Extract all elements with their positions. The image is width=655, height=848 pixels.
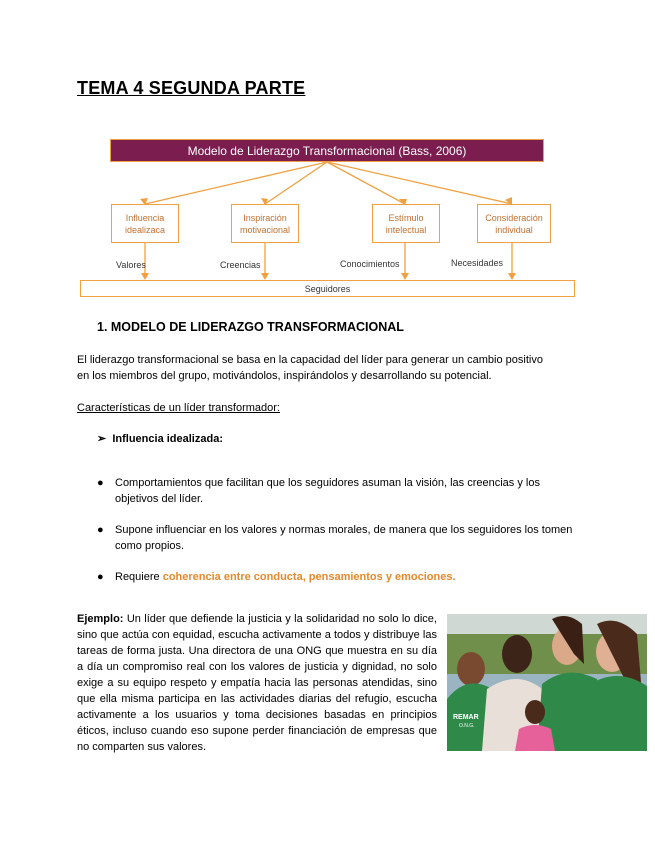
arrow-icon: ➢: [97, 433, 107, 445]
box-line: individual: [495, 224, 533, 235]
characteristics-heading: Características de un líder transformador:: [77, 402, 280, 414]
bullet-icon: ●: [97, 477, 104, 489]
example-label: Ejemplo:: [77, 613, 124, 625]
example-paragraph: [77, 611, 437, 755]
subheading: [97, 432, 223, 445]
section-heading: 1. MODELO DE LIDERAZGO TRANSFORMACIONAL: [97, 320, 404, 334]
box-line: Consideración: [485, 212, 543, 223]
bullet-text: Supone influenciar en los valores y normas morales, de manera que los seguidores los tomen como propios.: [115, 524, 573, 552]
remar-logo-sub: O.N.G.: [459, 723, 475, 729]
box-line: idealizaca: [124, 224, 166, 235]
diagram-header: Modelo de Liderazgo Transformacional (Bass, 2006): [110, 139, 544, 162]
box-inspiracion: [231, 204, 299, 243]
label-valores: Valores: [116, 260, 146, 270]
label-creencias: Creencias: [220, 260, 261, 270]
label-necesidades: Necesidades: [451, 258, 504, 268]
remar-logo: REMAR: [453, 714, 479, 721]
bullet-icon: ●: [97, 524, 104, 536]
subheading-text: Influencia idealizada:: [112, 433, 223, 445]
box-influencia: [111, 204, 179, 243]
box-line: intelectual: [385, 224, 427, 235]
box-line: motivacional: [239, 224, 291, 235]
box-line: Inspiración: [243, 212, 287, 223]
box-estimulo: [372, 204, 440, 243]
bullet-prefix: Requiere: [115, 571, 163, 583]
highlight-text: coherencia entre conducta, pensamientos y emociones.: [162, 571, 456, 583]
box-line: Estímulo: [388, 212, 424, 223]
example-text: Un líder que defiende la justicia y la solidaridad no solo lo dice, sino que actúa con equidad, escucha activamente a todos y distribuye las tareas de forma justa. Una directora de una ONG que muestra en su día a día un compromiso real con los valores de justicia y dignidad, no solo exige a su equipo respeto y empatía hacia las personas atendidas, sino que ella misma participa en las actividades diarias del refugio, escucha activamente a los usuarios y toma decisiones basadas en principios éticos, incluso cuando eso supone perder financiación de empresas que no comparten sus valores.: [77, 613, 437, 753]
bullet-icon: ●: [97, 571, 104, 583]
box-line: Influencia: [125, 212, 165, 223]
page-title: TEMA 4 SEGUNDA PARTE: [77, 78, 306, 98]
bullet-text: [115, 569, 577, 585]
bullet-text: Comportamientos que facilitan que los seguidores asuman la visión, las creencias y los objetivos del líder.: [115, 477, 540, 505]
box-consideracion: [477, 204, 551, 243]
intro-paragraph: [77, 352, 582, 384]
label-conocimientos: Conocimientos: [340, 259, 400, 269]
intro-line: en los miembros del grupo, motivándolos, inspirándolos y desarrollando su potencial.: [77, 370, 492, 382]
volunteers-photo: [447, 614, 647, 751]
diagram-footer: Seguidores: [80, 280, 575, 297]
intro-line: El liderazgo transformacional se basa en la capacidad del líder para generar un cambio positivo: [77, 354, 543, 366]
